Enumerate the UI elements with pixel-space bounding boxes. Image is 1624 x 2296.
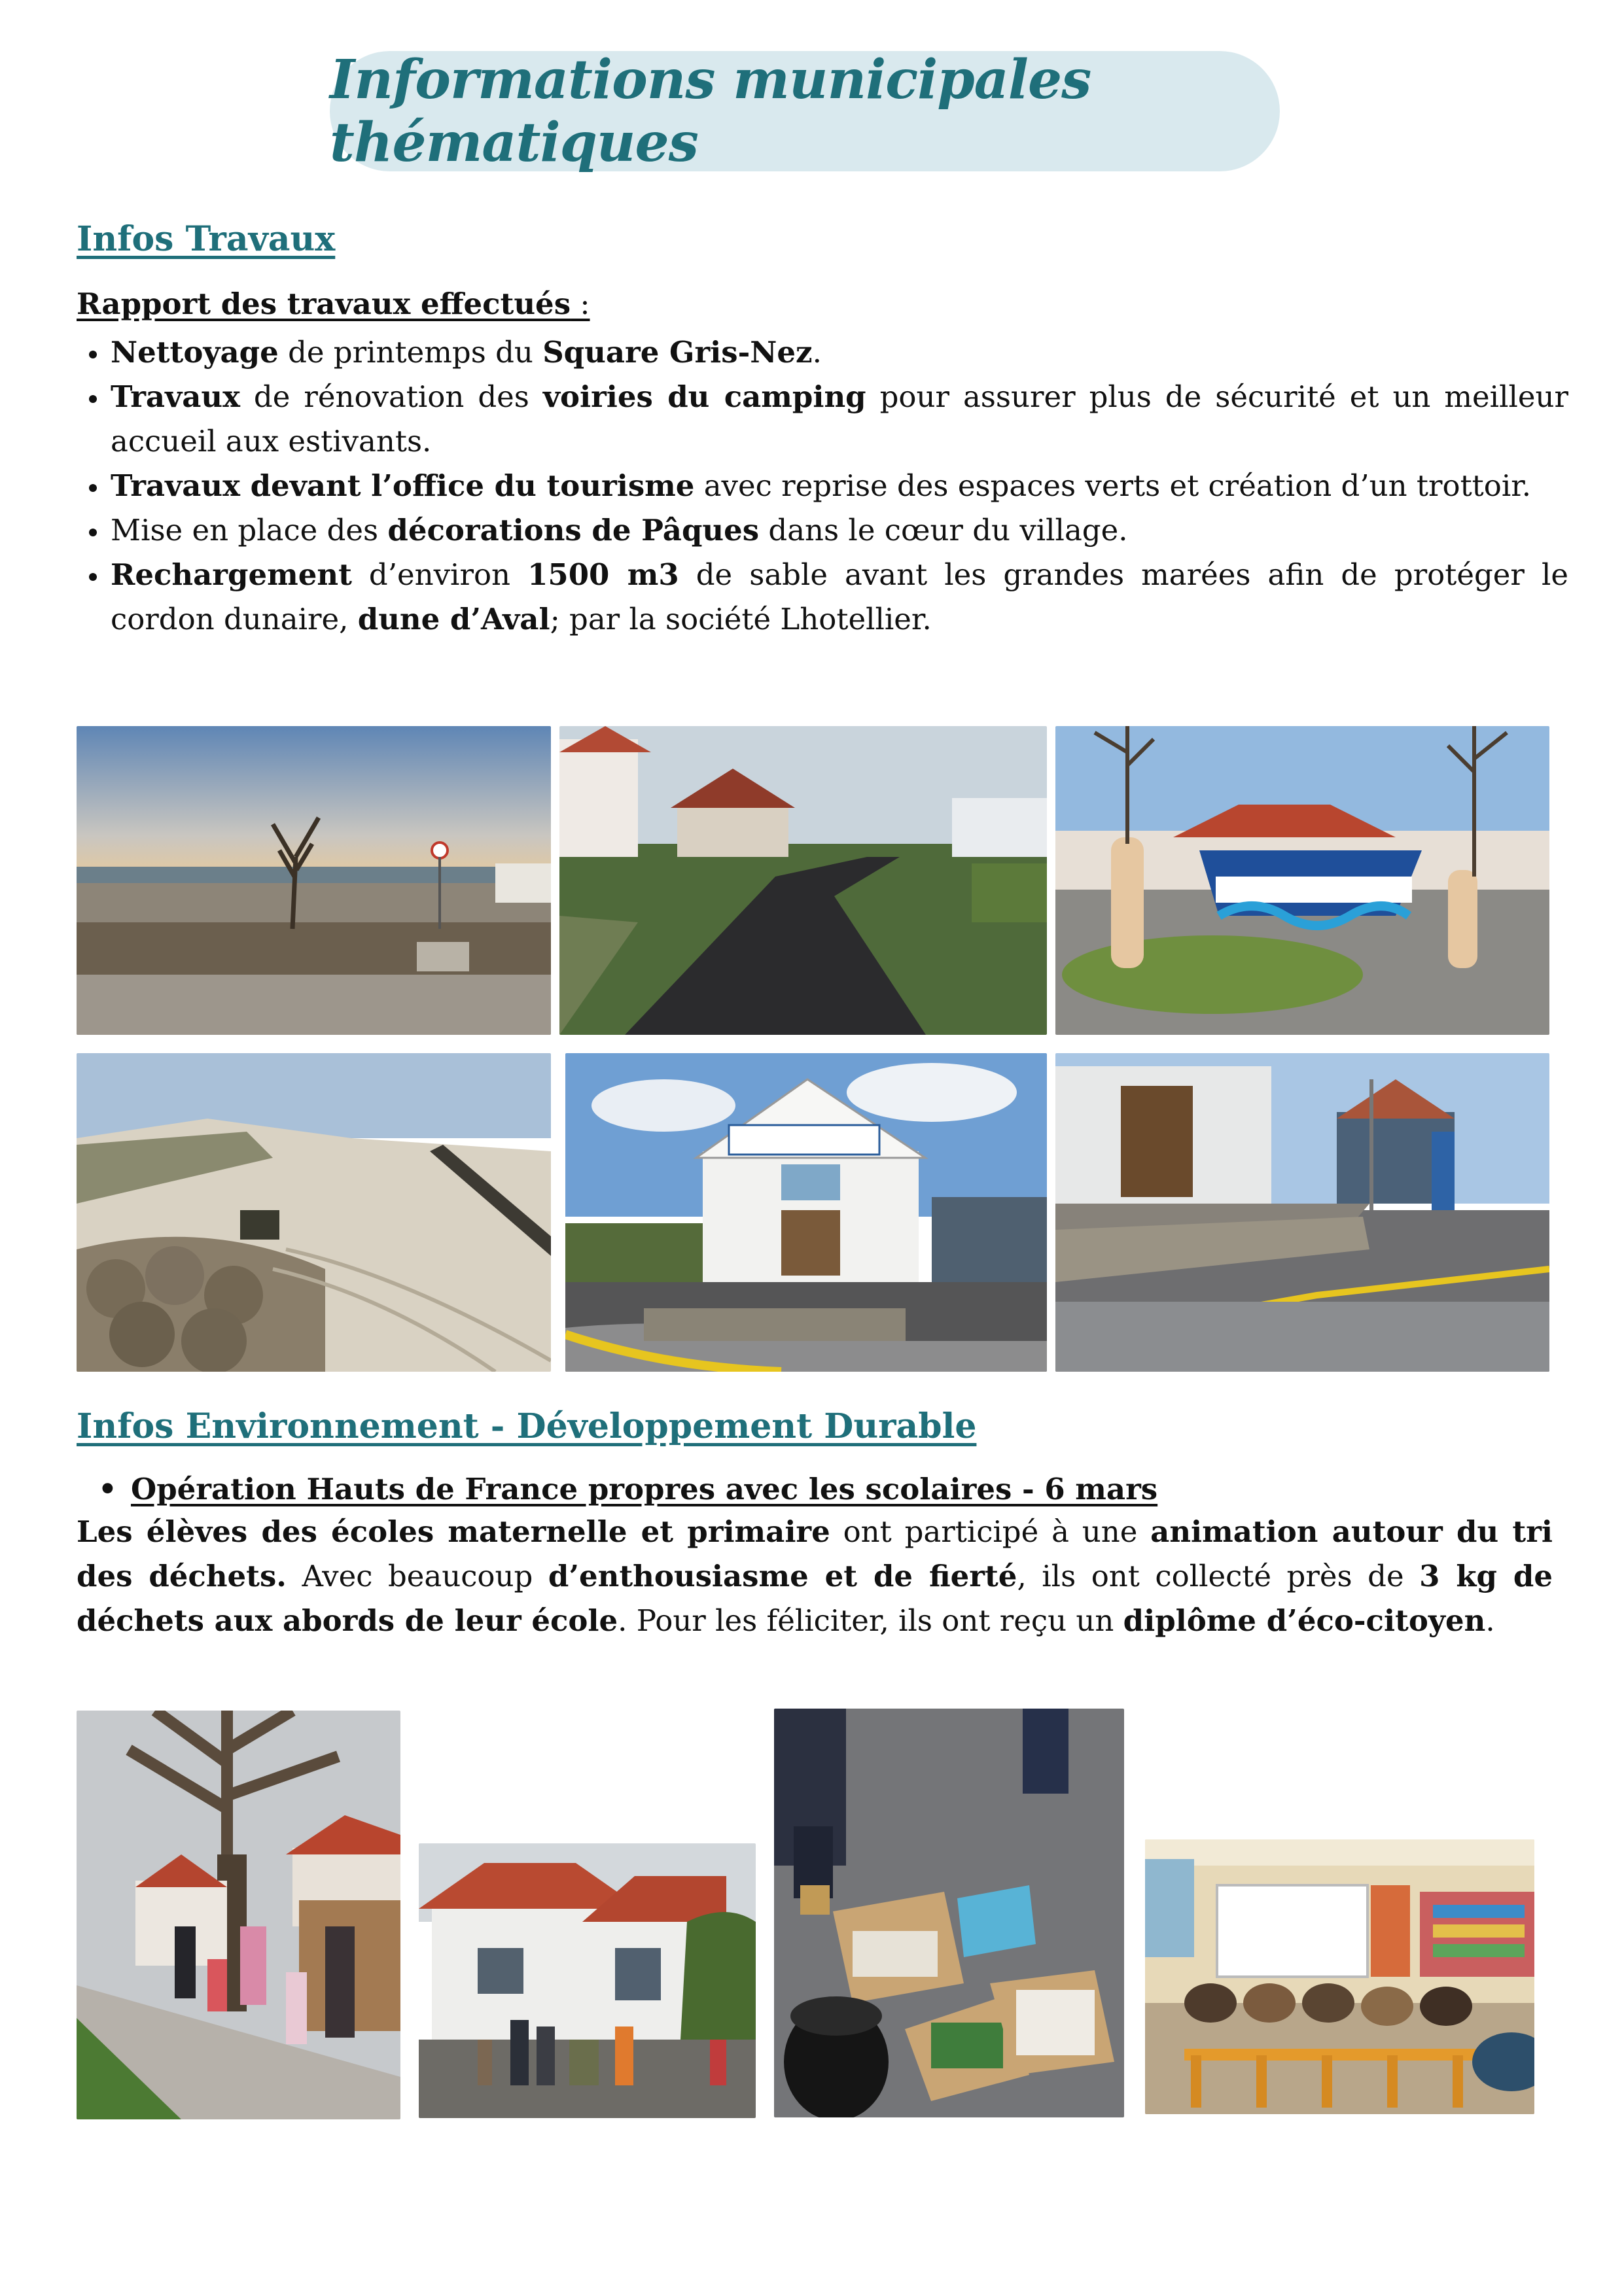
text: . Pour les féliciter, ils ont reçu un [618,1603,1123,1638]
bold-text: décorations de Pâques [387,513,760,548]
text: avec reprise des espaces verts et création d’un trottoir. [694,468,1532,503]
waste-boxes-photo [774,1709,1124,2117]
bold-text: d’enthousiasme et de fierté [548,1559,1017,1593]
text: dans le cœur du village. [759,513,1128,548]
section-heading-environnement: Infos Environnement - Développement Durable [77,1406,977,1446]
text: d’environ [351,557,528,592]
bold-text: dune d’Aval [357,602,550,636]
bold-text: Travaux [111,379,240,414]
page-title-banner [330,48,1280,174]
bold-text: Rechargement [111,557,352,592]
text: de printemps du [278,335,543,370]
sidewalk-photo [1055,1053,1549,1372]
environment-paragraph [77,1510,1553,1643]
dune-sand-photo [77,1053,551,1372]
list-item [109,375,1568,464]
bold-text: Les élèves des écoles maternelle et primaire [77,1514,830,1549]
list-item [109,330,1568,375]
text: Avec beaucoup [286,1559,548,1593]
list-item [109,508,1568,553]
bold-text: animation autour du tri des déchets. [77,1514,1553,1593]
text: . [812,335,822,370]
bold-text: Travaux devant l’office du tourisme [111,468,695,503]
bold-text: diplôme d’éco-citoyen [1123,1603,1486,1638]
report-title-text: Rapport des travaux effectués [77,287,571,321]
bold-text: 3 kg de déchets aux abords de leur école [77,1559,1553,1638]
bold-text: Nettoyage [111,335,279,370]
report-title-colon: : [571,287,590,321]
text: Mise en place des [111,513,388,548]
operation-bullet: • Opération Hauts de France propres avec les scolaires - 6 mars [98,1472,1157,1506]
works-list [77,330,1568,642]
text: de sable avant les grandes marées afin de protéger le cordon dunaire, [111,557,1569,636]
page-title: Informations municipales thématiques [330,48,1091,174]
text: . [1485,1603,1495,1638]
easter-decorations-photo [1055,726,1549,1035]
text: de rénovation des [239,379,543,414]
children-walk-photo [77,1711,400,2119]
text: , ils ont collecté près de [1017,1559,1420,1593]
text: ; par la société Lhotellier. [550,602,932,636]
camping-road-photo [559,726,1047,1035]
list-item [109,464,1568,508]
bold-text: 1500 m3 [527,557,679,592]
text: pour assurer plus de sécurité et un meilleur accueil aux estivants. [111,379,1568,459]
children-street-photo [419,1843,756,2118]
list-item [109,553,1568,642]
tourism-office-photo [565,1053,1047,1372]
text: ont participé à une [830,1514,1151,1549]
square-gris-nez-photo [77,726,551,1035]
section-heading-travaux: Infos Travaux [77,219,336,259]
classroom-diploma-photo [1145,1839,1534,2114]
bold-text: voiries du camping [542,379,866,414]
report-title [77,287,590,321]
bold-text: Square Gris-Nez [542,335,813,370]
